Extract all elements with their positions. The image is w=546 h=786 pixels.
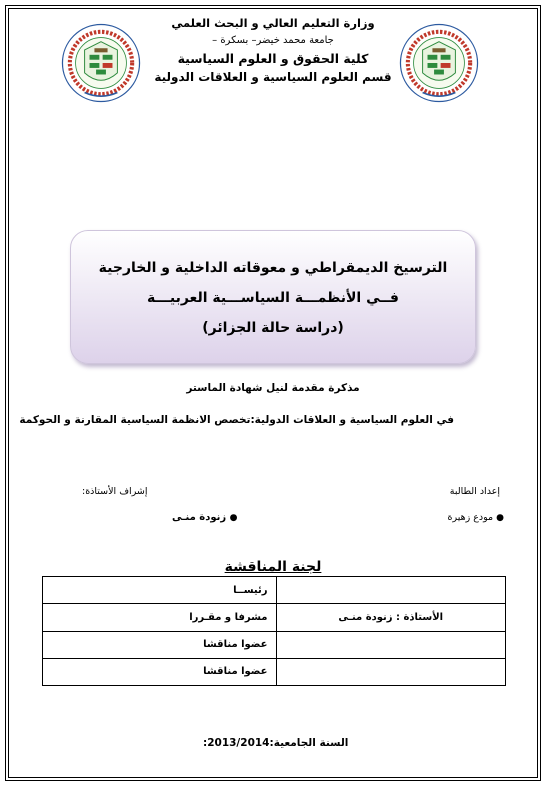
committee-member-name (276, 577, 506, 604)
table-row (43, 658, 506, 685)
title-line-1: الترسيخ الديمقراطي و معوقاته الداخلية و الخارجية (98, 260, 448, 276)
faculty-name: كلية الحقوق و العلوم السياسية (177, 51, 369, 66)
specialty-statement: في العلوم السياسية و العلاقات الدولية:تخصص الانظمة السياسية المقارنة و الحوكمة (19, 414, 454, 426)
ministry-name: وزارة التعليم العالي و البحث العلمي (171, 16, 375, 30)
bullet-icon: ● (229, 513, 238, 523)
table-row (43, 604, 506, 631)
committee-member-role: عضوا مناقشا (43, 658, 277, 685)
committee-member-role: عضوا مناقشا (43, 631, 277, 658)
committee-member-name (276, 631, 506, 658)
university-seal-left (60, 22, 142, 104)
memo-statement: مذكرة مقدمة لنيل شهادة الماستر (186, 382, 360, 394)
table-row (43, 577, 506, 604)
committee-table (42, 576, 506, 686)
table-row (43, 631, 506, 658)
title-line-3: (دراسة حالة الجزائر) (202, 320, 344, 336)
academic-year: السنة الجامعية:2013/2014: (203, 737, 349, 749)
committee-title: لجنة المناقشة (224, 559, 322, 575)
supervisor-name-line (172, 512, 237, 523)
supervisor-name: زنودة منـى (172, 512, 227, 523)
committee-member-name (276, 658, 506, 685)
student-name: مودع زهيرة (447, 512, 494, 523)
committee-member-role: مشرفا و مقـررا (43, 604, 277, 631)
bullet-icon: ● (496, 513, 504, 523)
university-seal-right (398, 22, 480, 104)
supervisor-label: إشراف الأستاذة: (82, 486, 148, 497)
committee-member-role: رئيســا (43, 577, 277, 604)
student-name-line (448, 512, 505, 523)
university-name: جامعة محمد خيضر– بسكرة – (212, 35, 334, 46)
institution-header (150, 14, 396, 86)
thesis-title-box (70, 230, 476, 364)
department-name: قسم العلوم السياسية و العلاقات الدولية (154, 70, 392, 84)
committee-member-name: الأستاذة : زنودة منـى (276, 604, 506, 631)
title-line-2: فــي الأنظمـــة السياســـية العربيـــة (147, 290, 399, 306)
student-label: إعداد الطالبة (449, 486, 500, 497)
